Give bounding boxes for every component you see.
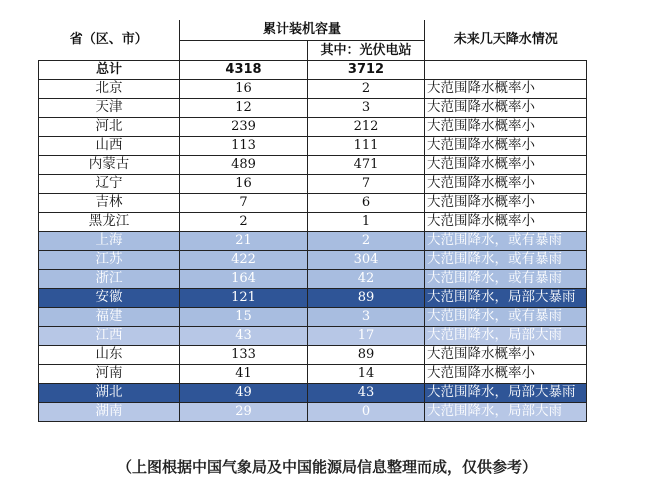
province-cell: 江苏 [39, 250, 180, 269]
province-cell: 山东 [39, 345, 180, 364]
pv-cell: 43 [308, 383, 425, 402]
province-cell: 黑龙江 [39, 212, 180, 231]
capacity-cell: 133 [180, 345, 308, 364]
forecast-cell: 大范围降水，或有暴雨 [425, 269, 587, 288]
pv-cell: 2 [308, 79, 425, 98]
province-cell: 安徽 [39, 288, 180, 307]
pv-cell: 17 [308, 326, 425, 345]
total-label: 总计 [39, 60, 180, 79]
pv-cell: 3 [308, 98, 425, 117]
capacity-cell: 239 [180, 117, 308, 136]
table-row [39, 269, 587, 288]
forecast-cell: 大范围降水概率小 [425, 117, 587, 136]
table-row [39, 250, 587, 269]
table-row [39, 79, 587, 98]
forecast-cell: 大范围降水概率小 [425, 174, 587, 193]
table-row [39, 155, 587, 174]
province-cell: 山西 [39, 136, 180, 155]
capacity-cell: 164 [180, 269, 308, 288]
table-row [39, 136, 587, 155]
pv-cell: 89 [308, 288, 425, 307]
capacity-cell: 16 [180, 174, 308, 193]
province-cell: 浙江 [39, 269, 180, 288]
province-cell: 湖南 [39, 402, 180, 421]
total-pv: 3712 [308, 60, 425, 79]
capacity-cell: 29 [180, 402, 308, 421]
table-row [39, 326, 587, 345]
capacity-cell: 41 [180, 364, 308, 383]
province-cell: 河北 [39, 117, 180, 136]
table-row [39, 364, 587, 383]
table-row [39, 98, 587, 117]
capacity-cell: 12 [180, 98, 308, 117]
forecast-cell: 大范围降水，局部大暴雨 [425, 383, 587, 402]
capacity-cell: 7 [180, 193, 308, 212]
pv-cell: 42 [308, 269, 425, 288]
pv-cell: 7 [308, 174, 425, 193]
table-row [39, 117, 587, 136]
table-row [39, 402, 587, 421]
pv-cell: 111 [308, 136, 425, 155]
province-cell: 江西 [39, 326, 180, 345]
province-cell: 福建 [39, 307, 180, 326]
header-capacity: 累计装机容量 [180, 20, 425, 40]
table-row [39, 288, 587, 307]
forecast-cell: 大范围降水概率小 [425, 155, 587, 174]
table-row [39, 307, 587, 326]
total-capacity: 4318 [180, 60, 308, 79]
source-caption: （上图根据中国气象局及中国能源局信息整理而成，仅供参考） [116, 458, 537, 476]
forecast-cell: 大范围降水概率小 [425, 193, 587, 212]
forecast-cell: 大范围降水，局部大暴雨 [425, 288, 587, 307]
header-capacity-empty [180, 40, 308, 60]
pv-cell: 3 [308, 307, 425, 326]
table-row [39, 345, 587, 364]
capacity-cell: 15 [180, 307, 308, 326]
capacity-cell: 121 [180, 288, 308, 307]
pv-cell: 471 [308, 155, 425, 174]
pv-cell: 212 [308, 117, 425, 136]
forecast-cell: 大范围降水，局部大雨 [425, 402, 587, 421]
forecast-cell: 大范围降水概率小 [425, 98, 587, 117]
pv-cell: 2 [308, 231, 425, 250]
table-row [39, 231, 587, 250]
capacity-cell: 43 [180, 326, 308, 345]
capacity-rain-table [38, 20, 587, 422]
forecast-cell: 大范围降水，或有暴雨 [425, 250, 587, 269]
pv-cell: 89 [308, 345, 425, 364]
header-forecast: 未来几天降水情况 [425, 20, 587, 60]
province-cell: 天津 [39, 98, 180, 117]
capacity-cell: 21 [180, 231, 308, 250]
table-row [39, 193, 587, 212]
capacity-cell: 49 [180, 383, 308, 402]
forecast-cell: 大范围降水，局部大雨 [425, 326, 587, 345]
table-row [39, 212, 587, 231]
pv-cell: 6 [308, 193, 425, 212]
capacity-cell: 16 [180, 79, 308, 98]
forecast-cell: 大范围降水概率小 [425, 212, 587, 231]
total-forecast-empty [425, 60, 587, 79]
province-cell: 上海 [39, 231, 180, 250]
province-cell: 河南 [39, 364, 180, 383]
forecast-cell: 大范围降水，或有暴雨 [425, 307, 587, 326]
forecast-cell: 大范围降水，或有暴雨 [425, 231, 587, 250]
header-pv-sub: 其中：光伏电站 [308, 40, 425, 60]
pv-cell: 304 [308, 250, 425, 269]
capacity-cell: 2 [180, 212, 308, 231]
capacity-cell: 113 [180, 136, 308, 155]
table-row [39, 174, 587, 193]
table-body [39, 60, 587, 421]
province-cell: 吉林 [39, 193, 180, 212]
pv-cell: 0 [308, 402, 425, 421]
pv-cell: 14 [308, 364, 425, 383]
total-row [39, 60, 587, 79]
header-province: 省（区、市） [39, 20, 180, 60]
forecast-cell: 大范围降水概率小 [425, 364, 587, 383]
forecast-cell: 大范围降水概率小 [425, 79, 587, 98]
forecast-cell: 大范围降水概率小 [425, 345, 587, 364]
province-cell: 湖北 [39, 383, 180, 402]
province-cell: 内蒙古 [39, 155, 180, 174]
pv-cell: 1 [308, 212, 425, 231]
province-cell: 辽宁 [39, 174, 180, 193]
province-cell: 北京 [39, 79, 180, 98]
capacity-cell: 489 [180, 155, 308, 174]
capacity-cell: 422 [180, 250, 308, 269]
table-row [39, 383, 587, 402]
forecast-cell: 大范围降水概率小 [425, 136, 587, 155]
